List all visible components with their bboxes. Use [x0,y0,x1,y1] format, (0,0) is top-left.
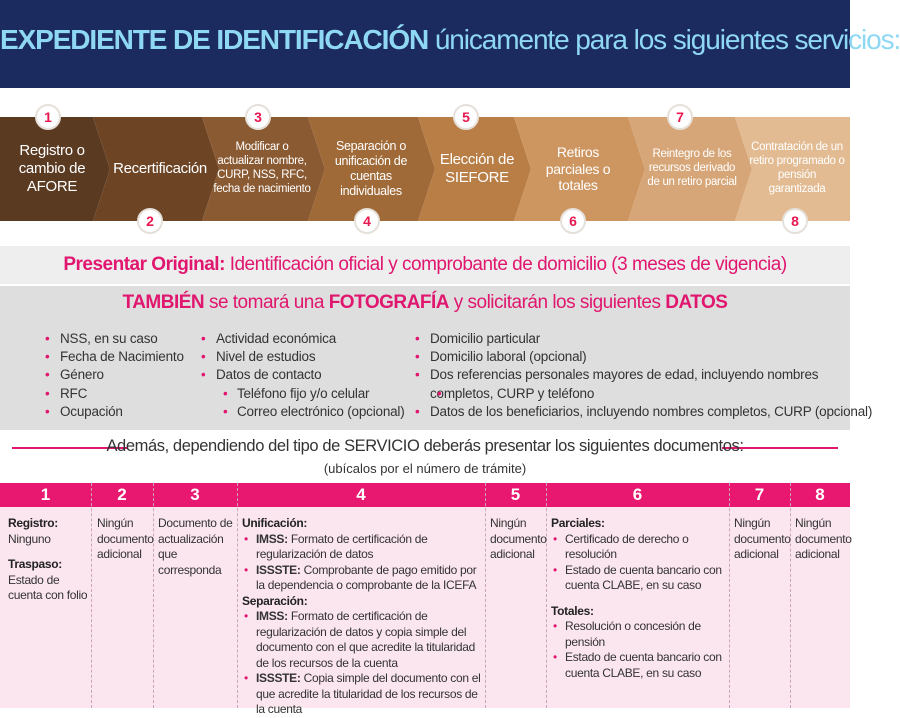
list-item: • Estado de cuenta bancario con cuenta CLABE, en su caso [551,563,727,594]
cell-4 [242,516,482,718]
step-number-4: 4 [354,208,380,234]
step-number-1: 1 [35,104,61,130]
cell-heading: Registro: [8,516,58,530]
column-number-6: 6 [632,485,643,504]
column-divider [546,483,547,708]
column-divider [153,483,154,708]
ademas-subheading: (ubícalos por el número de trámite) [323,461,527,476]
column-divider [237,483,238,708]
datos-title-5: DATOS [665,292,728,313]
list-item-continued: • completos, CURP y teléfono [415,385,872,403]
column-divider [91,483,92,708]
list-item: • Ocupación [45,403,184,421]
step-label-5: Elección de SIEFORE [439,151,515,186]
step-number-6: 6 [560,208,586,234]
cell-text: Ninguno [8,531,51,546]
list-item: • Resolución o concesión de pensión [551,619,727,650]
list-item: • Domicilio particular [415,330,872,348]
datos-title-2: se tomará una [208,292,324,313]
datos-list-2 [201,330,405,421]
datos-title-3: FOTOGRAFÍA [328,292,449,313]
present-label: Presentar Original: [63,254,225,275]
datos-list-1 [45,330,184,421]
ademas-heading: Además, dependiendo del tipo de SERVICIO deberás presentar los siguientes documentos: [106,437,744,455]
column-number-4: 4 [356,485,366,504]
step-label-8: Contratación de un retiro programado o pensión garantizada [749,141,845,195]
cell-heading: Traspaso: [8,557,62,571]
list-item: • Domicilio laboral (opcional) [415,348,872,366]
column-number-1: 1 [40,485,51,504]
list-item: • Datos de los beneficiarios, incluyendo nombres completos, CURP (opcional) [415,403,872,421]
cell-5: Ningún documento adicional [490,516,547,561]
list-item: • ISSSTE: Comprobante de pago emitido por la dependencia o comprobante de la ICEFA [242,563,482,594]
list-item: • NSS, en su caso [45,330,184,348]
list-item: • Dos referencias personales mayores de edad, incluyendo nombres [415,366,872,384]
step-label-1: Registro o cambio de AFORE [18,142,86,195]
page-title [0,24,900,56]
list-item: • Nivel de estudios [201,348,405,366]
column-number-2: 2 [117,485,127,504]
list-item: • Certificado de derecho o resolución [551,532,727,563]
datos-list-3 [415,330,872,421]
step-number-5: 5 [453,104,479,130]
list-item: • Correo electrónico (opcional) [201,403,405,421]
column-divider [729,483,730,708]
column-divider [485,483,486,708]
column-divider [790,483,791,708]
column-number-5: 5 [510,485,521,504]
cell-1 [8,516,88,604]
list-item: • ISSSTE: Copia simple del documento con el que acredite la titularidad de los recursos de la cuenta [242,671,482,718]
list-item: • Fecha de Nacimiento [45,348,184,366]
list-item: • Datos de contacto [201,366,405,384]
list-item: • IMSS: Formato de certificación de regularización de datos [242,532,482,563]
cell-heading: Parciales: [551,516,605,530]
datos-title-4: y solicitarán los siguientes [453,292,661,313]
column-number-7: 7 [754,485,765,504]
datos-title [0,292,850,314]
step-number-7: 7 [667,104,693,130]
list-item: • IMSS: Formato de certificación de regularización de datos y copia simple del documento con el que acredite la titularidad de los recursos de la cuenta [242,609,482,671]
step-label-3: Modificar o actualizar nombre, CURP, NSS, RFC, fecha de nacimiento [213,141,311,195]
cell-heading: Separación: [242,593,308,608]
cell-3: Documento de actualización que corresponda [158,516,233,577]
list-item: • Género [45,366,184,384]
present-original-bar [0,246,850,284]
step-label-6: Retiros parciales o totales [545,143,611,194]
step-label-4: Separación o unificación de cuentas individuales [334,139,408,198]
cell-7: Ningún documento adicional [734,516,791,561]
zigzag-border [0,76,850,90]
step-label-7: Reintegro de los recursos derivado de un retiro parcial [647,148,737,188]
cell-text: Estado de cuenta con folio [8,572,88,602]
cell-6 [551,516,727,681]
cell-2: Ningún documento adicional [97,516,154,561]
cell-8: Ningún documento adicional [795,516,852,561]
step-number-8: 8 [782,208,808,234]
step-number-3: 3 [245,104,271,130]
list-item: • Estado de cuenta bancario con cuenta CLABE, en su caso [551,650,727,681]
title-rest: únicamente para los siguientes servicios: [434,24,900,55]
column-number-8: 8 [815,485,825,504]
list-item: • Teléfono fijo y/o celular [201,385,405,403]
datos-panel [0,286,873,430]
datos-title-1: TAMBIÉN [122,292,205,313]
column-number-3: 3 [190,485,200,504]
step-label-2: Recertificación [113,160,207,177]
present-text: Identificación oficial y comprobante de domicilio (3 meses de vigencia) [229,254,787,275]
title-bold: EXPEDIENTE DE IDENTIFICACIÓN [0,24,429,55]
list-item: • RFC [45,385,184,403]
step-number-2: 2 [137,208,163,234]
cell-heading: Totales: [551,603,594,618]
list-item: • Actividad económica [201,330,405,348]
cell-heading: Unificación: [242,516,308,530]
